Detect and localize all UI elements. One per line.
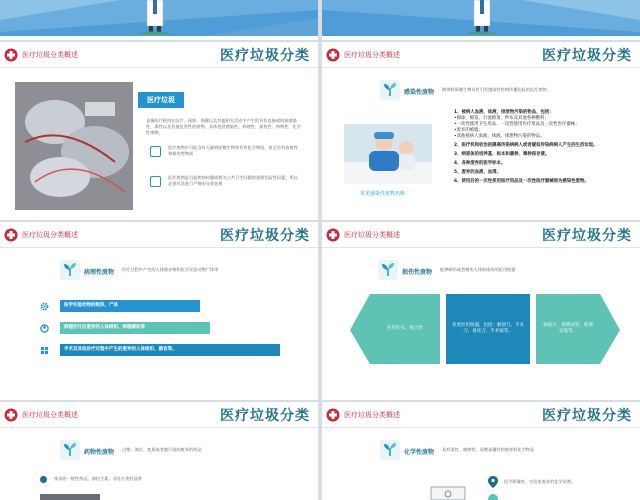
list-item: 1、被病人血液、体液、排泄物污染的物品，包括： [454, 110, 554, 115]
pathological-bar-3: 手术及其他诊疗过程中产生的废弃的人体组织、器官等。 [60, 344, 280, 356]
category-title: 药物性废物 [84, 449, 115, 456]
pharmaceutical-item: 废弃的一般性药品，如抗生素、非处方类药品等 [54, 476, 142, 481]
location-pin-icon [488, 476, 498, 488]
slide-title: 医疗垃圾分类 [220, 48, 310, 64]
header-divider [322, 67, 640, 68]
list-item: 2、医疗机构收治的隔离传染病病人或者疑似传染病病人产生的生活垃圾。 [454, 143, 598, 148]
medical-cross-logo-icon [4, 228, 18, 242]
slide-title: 医疗垃圾分类 [542, 228, 632, 244]
windows-grid-icon [40, 346, 49, 355]
list-item: •废弃的被服； [454, 128, 483, 133]
sharps-card-2: 各类医用锐器，包括：解剖刀、手术刀、备皮刀、手术锯等。 [452, 323, 524, 334]
medical-cross-logo-icon [4, 408, 18, 422]
list-item: •棉球、棉签、引流棉条、纱布及其他各种敷料； [454, 116, 549, 121]
bullet-circle-icon [488, 494, 498, 500]
slide-title: 医疗垃圾分类 [542, 408, 632, 424]
overview-point-2: 医疗废物是引起疾病传播或相关公共卫生问题的重要危险性因素，所以必须对其进行严格的分类处理 [168, 175, 298, 186]
aperture-icon [40, 324, 49, 333]
info-square-icon [150, 146, 161, 157]
slide-title: 医疗垃圾分类 [220, 228, 310, 244]
medical-waste-photo [15, 82, 133, 210]
slide-infectious-waste[interactable] [322, 42, 640, 220]
header-divider [0, 247, 318, 248]
category-description: 诊疗过程中产生的人体废弃物和医学实验动物尸体等 [122, 267, 219, 272]
chemical-item: 医学影像室、实验室废弃的化学试剂。 [504, 479, 576, 484]
category-description: 能够刺伤或者割伤人体的废弃的医用锐器 [440, 267, 516, 272]
slide-header [0, 42, 318, 70]
overview-intro-text: 是指医疗机构在医疗、预防、保健以及其他相关活动中产生的具有直接或间接感染性、毒性以及其他危害性的废物。具体包括感染性、病理性、损伤性、药物性、化学性废物。 [146, 118, 301, 135]
list-item: •其他被病人血液、体液、排泄物污染的物品。 [454, 134, 545, 139]
sprout-icon [60, 260, 80, 280]
photo-caption: 常见感染性废物名称 [360, 191, 406, 197]
medical-cross-logo-icon [4, 48, 18, 62]
category-title: 感染性废物 [404, 89, 435, 96]
sharps-card-1: 医用针头、缝合针 [387, 326, 423, 331]
bullet-dot-icon [40, 476, 47, 483]
infectious-waste-list [454, 110, 634, 185]
slide-header [322, 402, 640, 430]
category-description: 过期、淘汰、变质或者被污染的废弃的药品 [122, 447, 202, 452]
monitor-illustration-icon [430, 486, 466, 500]
sprout-icon [60, 440, 80, 460]
medical-cross-logo-icon [326, 408, 340, 422]
slide-overview[interactable] [0, 42, 318, 220]
category-title: 病理性废物 [84, 269, 115, 276]
slide-chemical-waste[interactable] [322, 402, 640, 500]
category-title: 损伤性废物 [402, 269, 433, 276]
list-item: 4、各种废弃的医学标本。 [454, 161, 506, 166]
slide-header [322, 42, 640, 70]
header-divider [0, 67, 318, 68]
list-item: •一次性使用卫生用品、一次性使用医疗用品及一次性医疗器械； [454, 122, 580, 127]
sprout-icon [380, 80, 400, 100]
section-label: 医疗垃圾分类概述 [344, 51, 400, 59]
category-description: 携带病原微生物具有引发感染性疾病传播危险的医疗废物。 [442, 87, 551, 92]
medical-cross-logo-icon [326, 48, 340, 62]
header-divider [322, 427, 640, 428]
medical-cross-logo-icon [326, 228, 340, 242]
section-label: 医疗垃圾分类概述 [22, 231, 78, 239]
category-description: 具有毒性、腐蚀性、易燃易爆性的废弃的化学物品 [442, 447, 535, 452]
slide-header [0, 222, 318, 250]
slide-sharps-waste[interactable] [322, 222, 640, 400]
info-square-icon [150, 176, 161, 187]
sharps-card-3: 载玻片、玻璃试管、玻璃安瓿等。 [543, 323, 593, 334]
slide-title: 医疗垃圾分类 [542, 48, 632, 64]
sprout-icon [378, 260, 398, 280]
nurse-photo [344, 124, 432, 184]
pathological-bar-1: 医学实验动物的组织、尸体 [60, 300, 200, 312]
pill-photo [40, 494, 100, 500]
category-title: 化学性废物 [404, 449, 435, 456]
doctor-illustration-icon [135, 0, 175, 34]
slide-header [322, 222, 640, 250]
medical-waste-tag: 医疗垃圾 [138, 92, 184, 108]
slide-cover-left[interactable] [0, 0, 318, 40]
section-label: 医疗垃圾分类概述 [344, 231, 400, 239]
slide-pharmaceutical-waste[interactable] [0, 402, 318, 500]
header-divider [0, 427, 318, 428]
slide-title: 医疗垃圾分类 [220, 408, 310, 424]
doctor-illustration-icon [462, 0, 502, 34]
section-label: 医疗垃圾分类概述 [22, 51, 78, 59]
header-divider [322, 247, 640, 248]
gear-icon [40, 302, 49, 311]
overview-point-1: 医疗废物中可能含有大量病原微生物和有害化学物质，甚至会有放射性和损伤性物质 [168, 145, 298, 156]
list-item: 5、废弃的血液、血清。 [454, 170, 501, 175]
pathological-bar-2: 病理切片后废弃的人体组织、病理蜡块等 [60, 322, 210, 334]
slide-cover-right[interactable] [322, 0, 640, 40]
slide-pathological-waste[interactable] [0, 222, 318, 400]
sprout-icon [380, 440, 400, 460]
section-label: 医疗垃圾分类概述 [22, 411, 78, 419]
list-item: 3、病原体的培养基、标本和菌种、毒种保存液。 [454, 152, 550, 157]
slide-header [0, 402, 318, 430]
list-item: 6、使用后的一次性使用医疗用品及一次性医疗器械视为感染性废物。 [454, 179, 589, 184]
section-label: 医疗垃圾分类概述 [344, 411, 400, 419]
